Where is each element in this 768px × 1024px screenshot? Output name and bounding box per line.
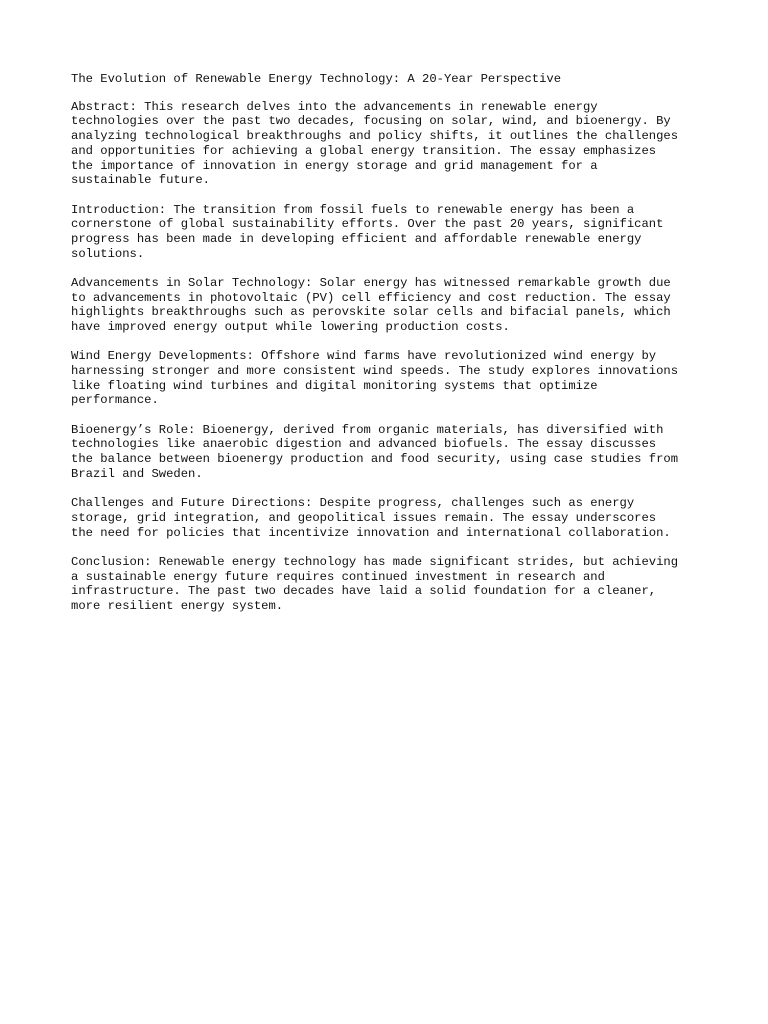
introduction-paragraph: Introduction: The transition from fossil fuels to renewable energy has been a cornerstone of global sustainability efforts. Over the past 20 years, significant progress has been made in developing efficient and affordable renewable energy solutions. [71, 202, 664, 261]
solar-technology-paragraph: Advancements in Solar Technology: Solar energy has witnessed remarkable growth due to advancements in photovoltaic (PV) cell efficiency and cost reduction. The essay highlights breakthroughs such as perovskite solar cells and bifacial panels, which have improved energy output while lowering production costs. [71, 275, 671, 335]
bioenergy-paragraph: Bioenergy’s Role: Bioenergy, derived from organic materials, has diversified with technologies like anaerobic digestion and advanced biofuels. The essay discusses the balance between bioenergy production and food security, using case studies from Brazil and Sweden. [71, 422, 679, 481]
challenges-paragraph: Challenges and Future Directions: Despite progress, challenges such as energy storage, grid integration, and geopolitical issues remain. The essay underscores the need for policies that incentivize innovation and international collaboration. [71, 496, 671, 540]
abstract-paragraph: Abstract: This research delves into the advancements in renewable energy technologies over the past two decades, focusing on solar, wind, and bioenergy. By analyzing technological breakthroughs and policy shifts, it outlines the challenges and opportunities for achieving a global energy transition. The essay emphasizes the importance of innovation in energy storage and grid management for a sustainable future. [71, 99, 679, 188]
conclusion-paragraph: Conclusion: Renewable energy technology has made significant strides, but achieving a sustainable energy future requires continued investment in research and infrastructure. The past two decades have laid a solid foundation for a cleaner, more resilient energy system. [71, 554, 679, 613]
wind-energy-paragraph: Wind Energy Developments: Offshore wind farms have revolutionized wind energy by harnessing stronger and more consistent wind speeds. The study explores innovations like floating wind turbines and digital monitoring systems that optimize performance. [71, 349, 679, 408]
document-body [71, 72, 711, 628]
document-title: The Evolution of Renewable Energy Technology: A 20-Year Perspective [71, 72, 562, 86]
